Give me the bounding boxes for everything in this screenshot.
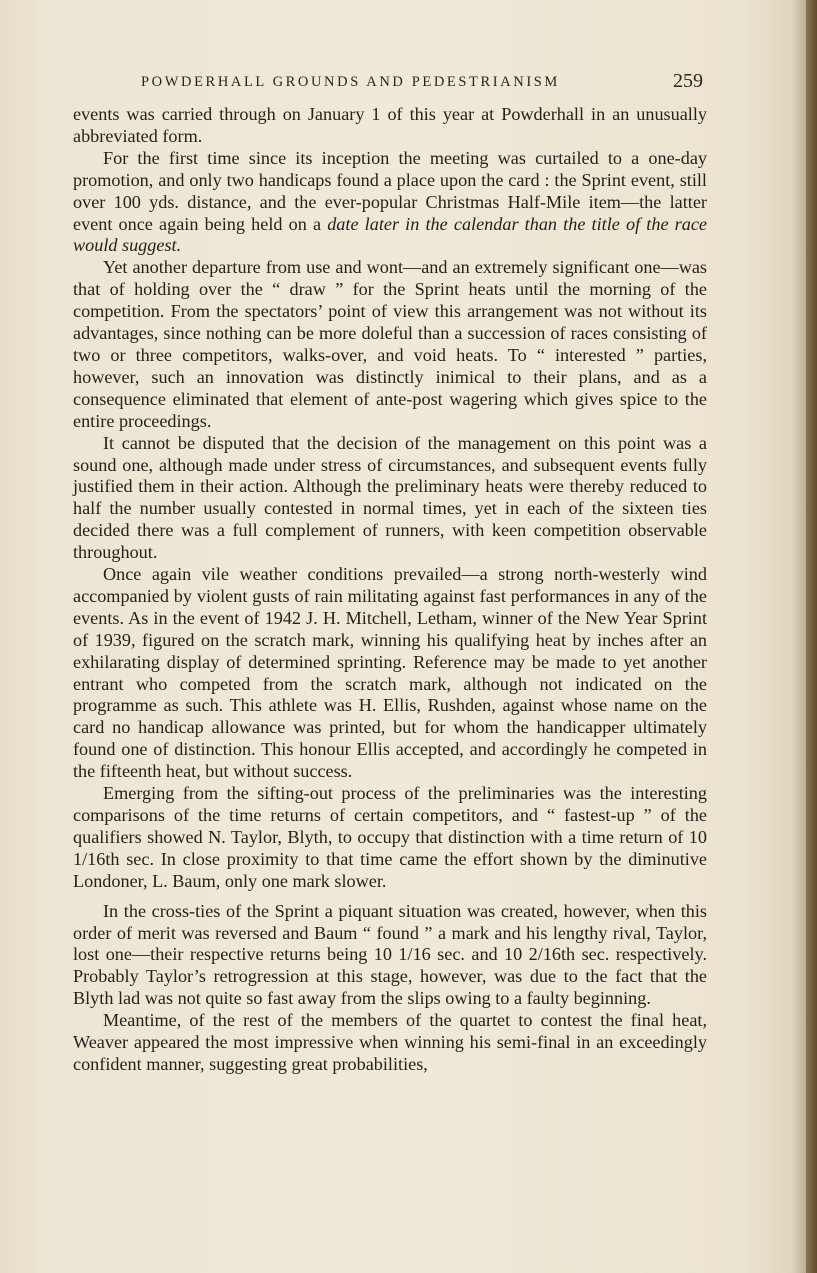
paragraph-3: Yet another departure from use and wont—and an extremely significant one—was that of holding over the “ draw ” for the Sprint heats until the morning of the competition. From the spectators’ point of view this arrangement was not without its advantages, since nothing can be more doleful than a succession of races consisting of two or three competitors, walks-over, and void heats. To “ interested ” parties, however, such an innovation was distinctly inimical to their plans, and as a consequence eliminated that element of ante-post wagering which gives spice to the entire proceedings. xyxy=(73,257,707,431)
paragraph-7: In the cross-ties of the Sprint a piquant situation was created, however, when this order of merit was reversed and Baum “ found ” a mark and his lengthy rival, Taylor, lost one—their respective returns being 10 1/16 sec. and 10 2/16th sec. respectively. Probably Taylor’s retrogression at this stage, however, was due to the fact that the Blyth lad was not quite so fast away from the slips owing to a faulty beginning. xyxy=(73,900,707,1009)
page-header xyxy=(75,72,707,96)
paragraph-1: events was carried through on January 1 of this year at Powderhall in an unusually abbreviated form. xyxy=(73,104,707,146)
running-head: POWDERHALL GROUNDS AND PEDESTRIANISM xyxy=(141,74,560,90)
page-edge-shadow xyxy=(792,0,806,1273)
paragraph-5: Once again vile weather conditions prevailed—a strong north-westerly wind accompanied by violent gusts of rain militating against fast performances in any of the events. As in the event of 1942 J. H. Mitchell, Letham, winner of the New Year Sprint of 1939, figured on the scratch mark, winning his qualifying heat by inches after an exhilarating display of determined sprinting. Reference may be made to yet another entrant who competed from the scratch mark, although not indicated on the programme as such. This athlete was H. Ellis, Rushden, against whose name on the card no handicap allowance was printed, but for whom the handicapper ultimately found one of distinction. This honour Ellis accepted, and accordingly he competed in the fifteenth heat, but without success. xyxy=(73,564,707,782)
paragraph-6: Emerging from the sifting-out process of the preliminaries was the interesting comparisons of the time returns of certain competitors, and “ fastest-up ” of the qualifiers showed N. Taylor, Blyth, to occupy that distinction with a time return of 10 1/16th sec. In close proximity to that time came the effort shown by the diminutive Londoner, L. Baum, only one mark slower. xyxy=(73,783,707,891)
paragraph-2-italic: date later in the calendar than the title of the race would suggest. xyxy=(73,213,707,256)
body-text xyxy=(73,104,707,1076)
paragraph-2-main: For the first time since its inception the meeting was curtailed to a one-day promotion, and only two handicaps found a place upon the card : the Sprint event, still over 100 yds. distance, and the ever-popular Christmas Half-Mile item—the latter event once again being held on a xyxy=(73,147,707,234)
book-spine xyxy=(806,0,817,1273)
paragraph-8: Meantime, of the rest of the members of the quartet to contest the final heat, Weaver appeared the most impressive when winning his semi-final in an exceedingly confident manner, suggesting great probabilities, xyxy=(73,1010,707,1074)
paragraph-4: It cannot be disputed that the decision of the management on this point was a sound one, although made under stress of circumstances, and subsequent events fully justified them in their action. Although the preliminary heats were thereby reduced to half the number usually contested in normal times, yet in each of the sixteen ties decided there was a full complement of runners, with keen competition observable throughout. xyxy=(73,432,707,563)
paragraph-2 xyxy=(73,148,707,258)
page-number: 259 xyxy=(673,70,703,92)
